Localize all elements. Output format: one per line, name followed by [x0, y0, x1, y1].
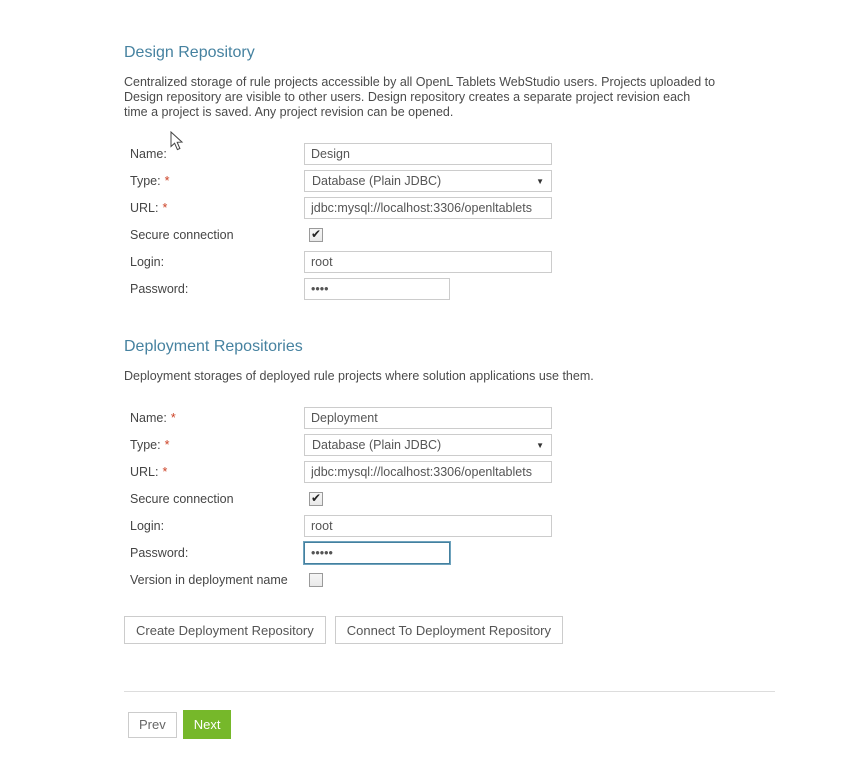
design-password-row: [124, 278, 775, 300]
chevron-down-icon: ▼: [536, 176, 544, 186]
design-repository-title: Design Repository: [124, 44, 255, 61]
deployment-type-label-text: Type:: [130, 438, 161, 452]
design-type-label-text: Type:: [130, 174, 161, 188]
version-in-deployment-name-row: [124, 569, 775, 591]
version-in-deployment-name-checkbox[interactable]: [309, 573, 323, 587]
deployment-password-row: [124, 542, 775, 564]
description-line: Deployment storages of deployed rule projects where solution applications use them.: [124, 369, 594, 383]
deployment-login-row: [124, 515, 775, 537]
deployment-login-label: [124, 519, 304, 533]
design-repository-description: [124, 75, 775, 120]
deployment-login-input[interactable]: [304, 515, 552, 537]
create-deployment-repository-button[interactable]: Create Deployment Repository: [124, 616, 326, 644]
design-secure-connection-label-text: Secure connection: [130, 228, 234, 242]
deployment-repositories-section: [124, 338, 775, 644]
design-type-select[interactable]: [304, 170, 552, 192]
design-url-input[interactable]: [304, 197, 552, 219]
design-login-input[interactable]: [304, 251, 552, 273]
deployment-password-label-text: Password:: [130, 546, 189, 560]
deployment-name-label-text: Name:: [130, 411, 167, 425]
deployment-url-label: [124, 465, 304, 479]
design-name-row: [124, 143, 775, 165]
deployment-type-selected-value: Database (Plain JDBC): [312, 438, 442, 452]
chevron-down-icon: ▼: [536, 440, 544, 450]
required-marker: *: [162, 465, 168, 479]
required-marker: *: [164, 174, 170, 188]
description-line: time a project is saved. Any project revision can be opened.: [124, 105, 454, 119]
design-login-label-text: Login:: [130, 255, 165, 269]
design-secure-connection-label: [124, 228, 304, 242]
checkmark-icon: ✔: [310, 491, 322, 505]
wizard-navigation: [124, 710, 775, 739]
design-password-label: [124, 282, 304, 296]
deployment-password-label: [124, 546, 304, 560]
deployment-type-row: [124, 434, 775, 456]
design-name-input[interactable]: [304, 143, 552, 165]
deployment-url-label-text: URL:: [130, 465, 159, 479]
deployment-url-row: [124, 461, 775, 483]
description-line: Centralized storage of rule projects accessible by all OpenL Tablets WebStudio users. Projects uploaded to: [124, 75, 716, 89]
prev-button[interactable]: Prev: [128, 712, 177, 738]
design-url-label-text: URL:: [130, 201, 159, 215]
deployment-name-input[interactable]: [304, 407, 552, 429]
deployment-secure-connection-label: [124, 492, 304, 506]
deployment-type-label: [124, 438, 304, 452]
design-secure-connection-row: [124, 224, 775, 246]
next-button[interactable]: Next: [183, 710, 232, 739]
deployment-secure-connection-checkbox[interactable]: [309, 492, 323, 506]
connect-to-deployment-repository-button[interactable]: Connect To Deployment Repository: [335, 616, 563, 644]
design-name-label-text: Name:: [130, 147, 167, 161]
design-type-label: [124, 174, 304, 188]
deployment-url-input[interactable]: [304, 461, 552, 483]
version-in-deployment-name-label: [124, 573, 304, 587]
deployment-login-label-text: Login:: [130, 519, 165, 533]
design-url-row: [124, 197, 775, 219]
design-type-selected-value: Database (Plain JDBC): [312, 174, 442, 188]
design-secure-connection-checkbox[interactable]: [309, 228, 323, 242]
design-repository-form: [124, 143, 775, 300]
design-login-row: [124, 251, 775, 273]
deployment-name-row: [124, 407, 775, 429]
deployment-repositories-description: [124, 369, 775, 384]
deployment-repositories-title: Deployment Repositories: [124, 338, 303, 355]
checkmark-icon: ✔: [310, 227, 322, 241]
deployment-repository-buttons: [124, 616, 775, 644]
design-password-label-text: Password:: [130, 282, 189, 296]
design-url-label: [124, 201, 304, 215]
required-marker: *: [164, 438, 170, 452]
deployment-type-select[interactable]: [304, 434, 552, 456]
required-marker: *: [170, 411, 176, 425]
deployment-password-input[interactable]: [304, 542, 450, 564]
design-password-input[interactable]: [304, 278, 450, 300]
deployment-name-label: [124, 411, 304, 425]
deployment-secure-connection-label-text: Secure connection: [130, 492, 234, 506]
repository-setup-page: [124, 44, 775, 739]
design-login-label: [124, 255, 304, 269]
description-line: Design repository are visible to other users. Design repository creates a separate project revision each: [124, 90, 691, 104]
required-marker: *: [162, 201, 168, 215]
design-repository-section: [124, 44, 775, 300]
version-in-deployment-name-label-text: Version in deployment name: [130, 573, 288, 587]
deployment-repository-form: [124, 407, 775, 591]
design-name-label: [124, 147, 304, 161]
deployment-secure-connection-row: [124, 488, 775, 510]
design-type-row: [124, 170, 775, 192]
footer-divider: [124, 691, 775, 692]
